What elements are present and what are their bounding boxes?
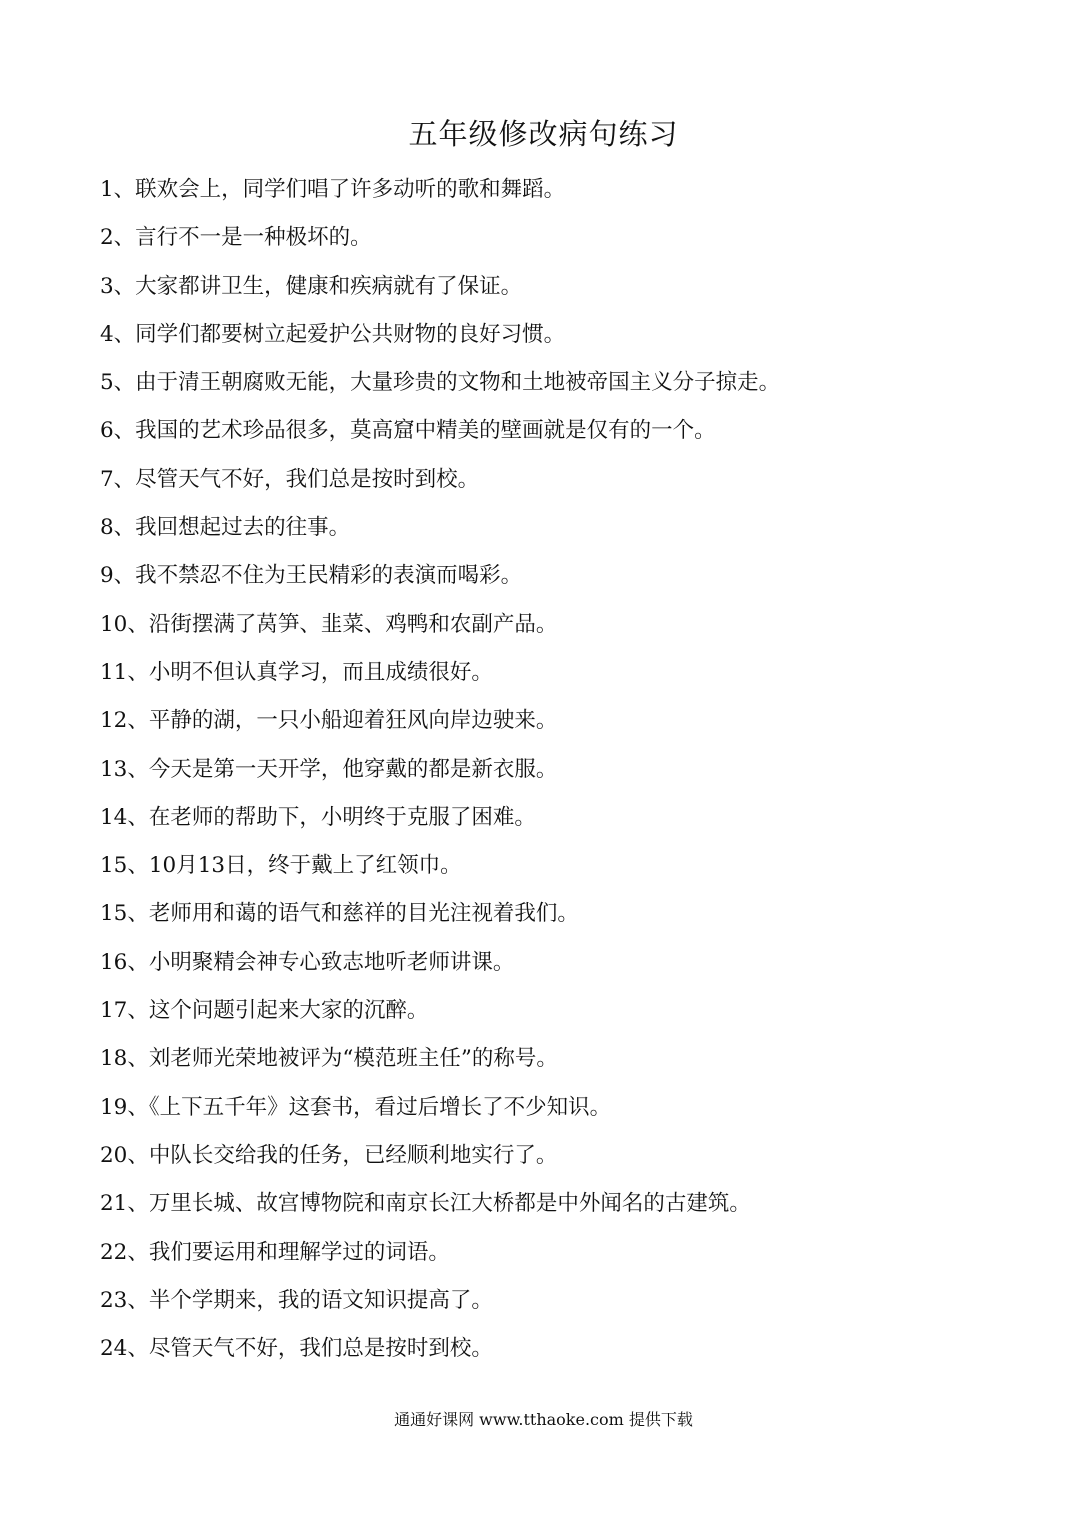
list-item: 8、我回想起过去的往事。 <box>100 515 351 541</box>
list-item: 2、言行不一是一种极坏的。 <box>100 225 372 251</box>
list-item: 6、我国的艺术珍品很多，莫高窟中精美的壁画就是仅有的一个。 <box>100 418 716 444</box>
list-item: 9、我不禁忍不住为王民精彩的表演而喝彩。 <box>100 563 523 589</box>
list-item: 11、小明不但认真学习，而且成绩很好。 <box>100 659 493 685</box>
list-item: 23、半个学期来，我的语文知识提高了。 <box>100 1287 493 1313</box>
list-item: 14、在老师的帮助下，小明终于克服了困难。 <box>100 804 536 830</box>
footer-source: 通通好课网 www.tthaoke.com 提供下载 <box>394 1410 693 1429</box>
page-title: 五年级修改病句练习 <box>408 117 679 151</box>
list-item: 1、联欢会上，同学们唱了许多动听的歌和舞蹈。 <box>100 177 566 202</box>
list-item: 10、沿街摆满了莴笋、韭菜、鸡鸭和农副产品。 <box>100 611 558 637</box>
list-item: 20、中队长交给我的任务，已经顺利地实行了。 <box>100 1142 558 1168</box>
list-item: 21、万里长城、故宫博物院和南京长江大桥都是中外闻名的古建筑。 <box>100 1191 751 1217</box>
list-item: 15、老师用和蔼的语气和慈祥的目光注视着我们。 <box>100 901 579 927</box>
list-item: 17、这个问题引起来大家的沉醉。 <box>100 998 429 1024</box>
list-item: 12、平静的湖，一只小船迎着狂风向岸边驶来。 <box>100 708 558 734</box>
list-item: 19、《上下五千年》这套书，看过后增长了不少知识。 <box>100 1094 612 1120</box>
sentence-list <box>100 170 1060 1377</box>
list-item: 5、由于清王朝腐败无能，大量珍贵的文物和土地被帝国主义分子掠走。 <box>100 370 781 396</box>
list-item: 3、大家都讲卫生，健康和疾病就有了保证。 <box>100 273 523 299</box>
list-item: 18、刘老师光荣地被评为“模范班主任”的称号。 <box>100 1046 558 1072</box>
list-item: 16、小明聚精会神专心致志地听老师讲课。 <box>100 949 515 975</box>
list-item: 4、同学们都要树立起爱护公共财物的良好习惯。 <box>100 321 566 347</box>
list-item: 15、10月13日，终于戴上了红领巾。 <box>100 853 462 879</box>
list-item: 24、尽管天气不好，我们总是按时到校。 <box>100 1336 493 1362</box>
list-item: 13、今天是第一天开学，他穿戴的都是新衣服。 <box>100 756 558 782</box>
list-item: 22、我们要运用和理解学过的词语。 <box>100 1239 450 1265</box>
list-item: 7、尽管天气不好，我们总是按时到校。 <box>100 466 480 492</box>
